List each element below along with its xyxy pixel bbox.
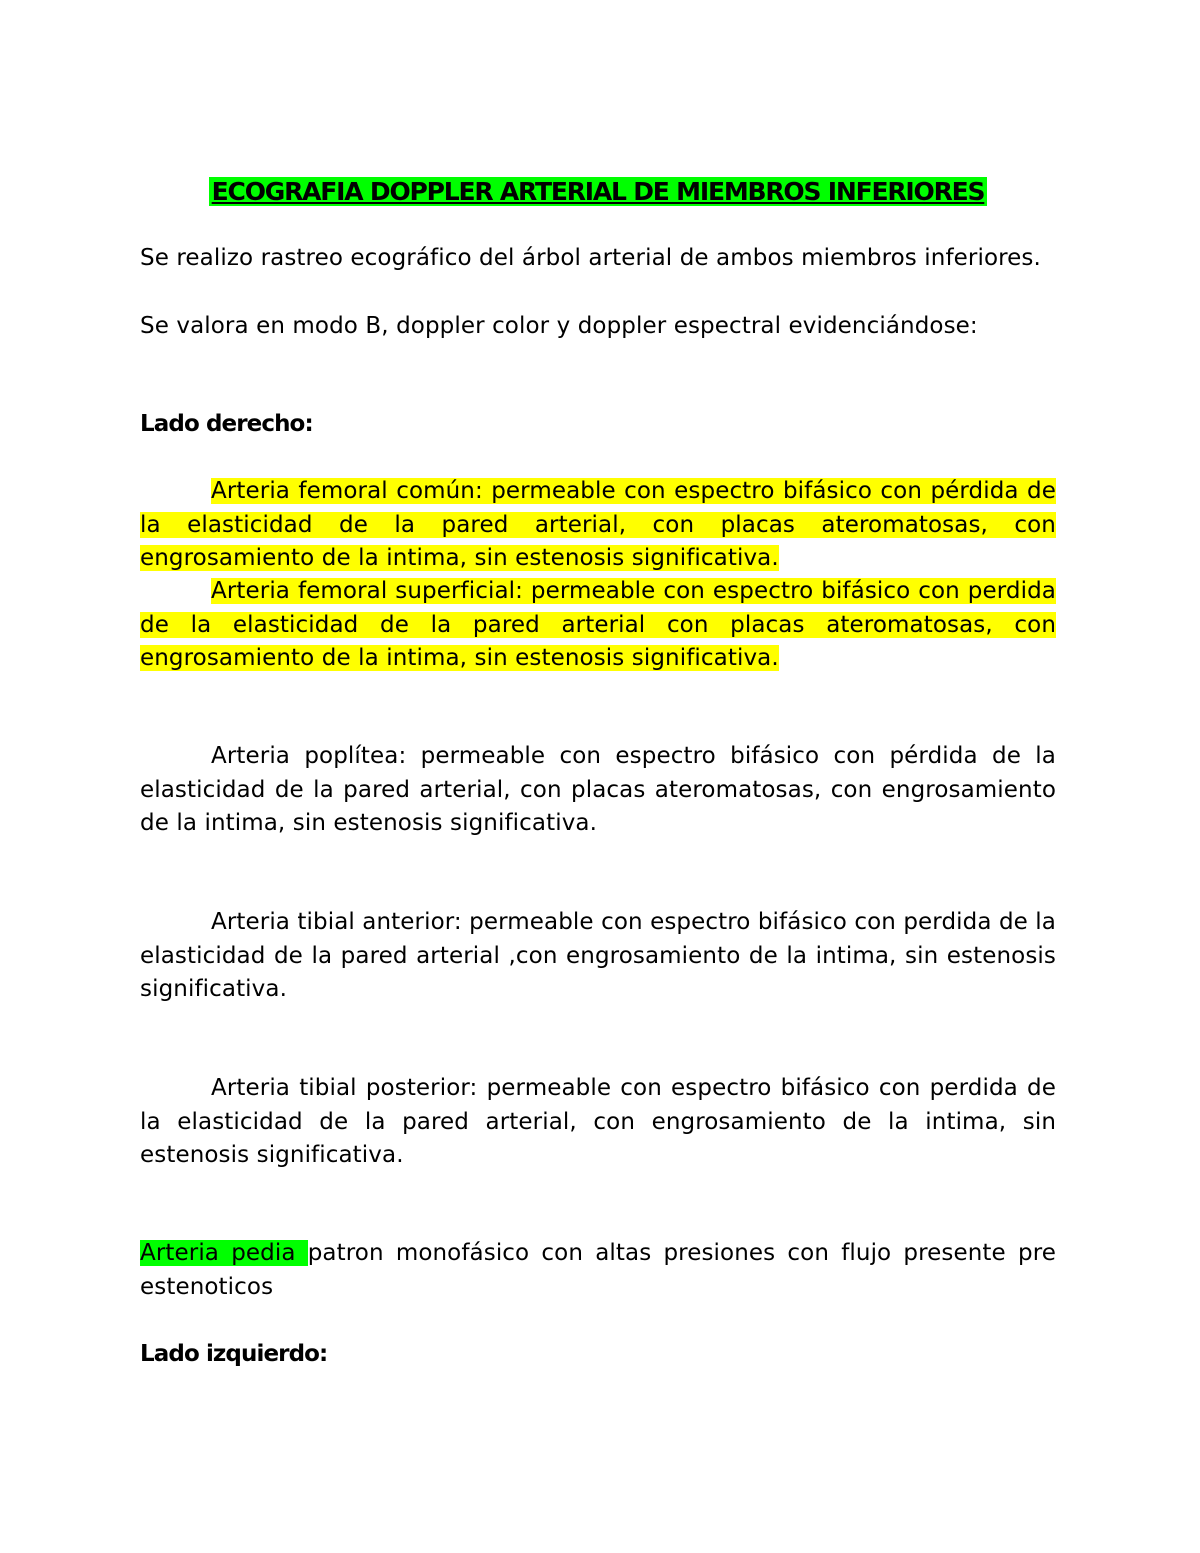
intro-paragraph-1: Se realizo rastreo ecográfico del árbol arterial de ambos miembros inferiores.: [140, 245, 1041, 271]
paragraph-femoral-superficial: [140, 575, 1056, 676]
document-title: [140, 172, 1056, 212]
paragraph-poplitea: Arteria poplítea: permeable con espectro bifásico con pérdida de la elasticidad de la pared arterial, con placas ateromatosas, con engrosamiento de la intima, sin estenosis significativa.: [140, 743, 1056, 836]
femoral-superficial-text: Arteria femoral superficial: permeable con espectro bifásico con perdida de la elasticidad de la pared arterial con placas ateromatosas, con engrosamiento de la intima, sin estenosis significativa.: [140, 578, 1056, 671]
intro-paragraph-2: Se valora en modo B, doppler color y doppler espectral evidenciándose:: [140, 313, 978, 339]
femoral-comun-text: Arteria femoral común: permeable con espectro bifásico con pérdida de la elasticidad de la pared arterial, con placas ateromatosas, con engrosamiento de la intima, sin estenosis significativa.: [140, 478, 1056, 571]
paragraph-pedia: [140, 1237, 1056, 1304]
section-heading-right: Lado derecho:: [140, 411, 313, 437]
pedia-label: Arteria pedia: [140, 1240, 308, 1266]
paragraph-tibial-anterior: Arteria tibial anterior: permeable con espectro bifásico con perdida de la elasticidad de la pared arterial ,con engrosamiento de la intima, sin estenosis significativa.: [140, 909, 1056, 1002]
section-heading-left: Lado izquierdo:: [140, 1341, 328, 1367]
document-title-text: ECOGRAFIA DOPPLER ARTERIAL DE MIEMBROS INFERIORES: [209, 177, 988, 206]
paragraph-tibial-posterior: Arteria tibial posterior: permeable con espectro bifásico con perdida de la elasticidad de la pared arterial, con engrosamiento de la intima, sin estenosis significativa.: [140, 1075, 1056, 1168]
paragraph-femoral-comun: [140, 475, 1056, 576]
pedia-text: patron monofásico con altas presiones con flujo presente pre estenoticos: [140, 1240, 1056, 1300]
